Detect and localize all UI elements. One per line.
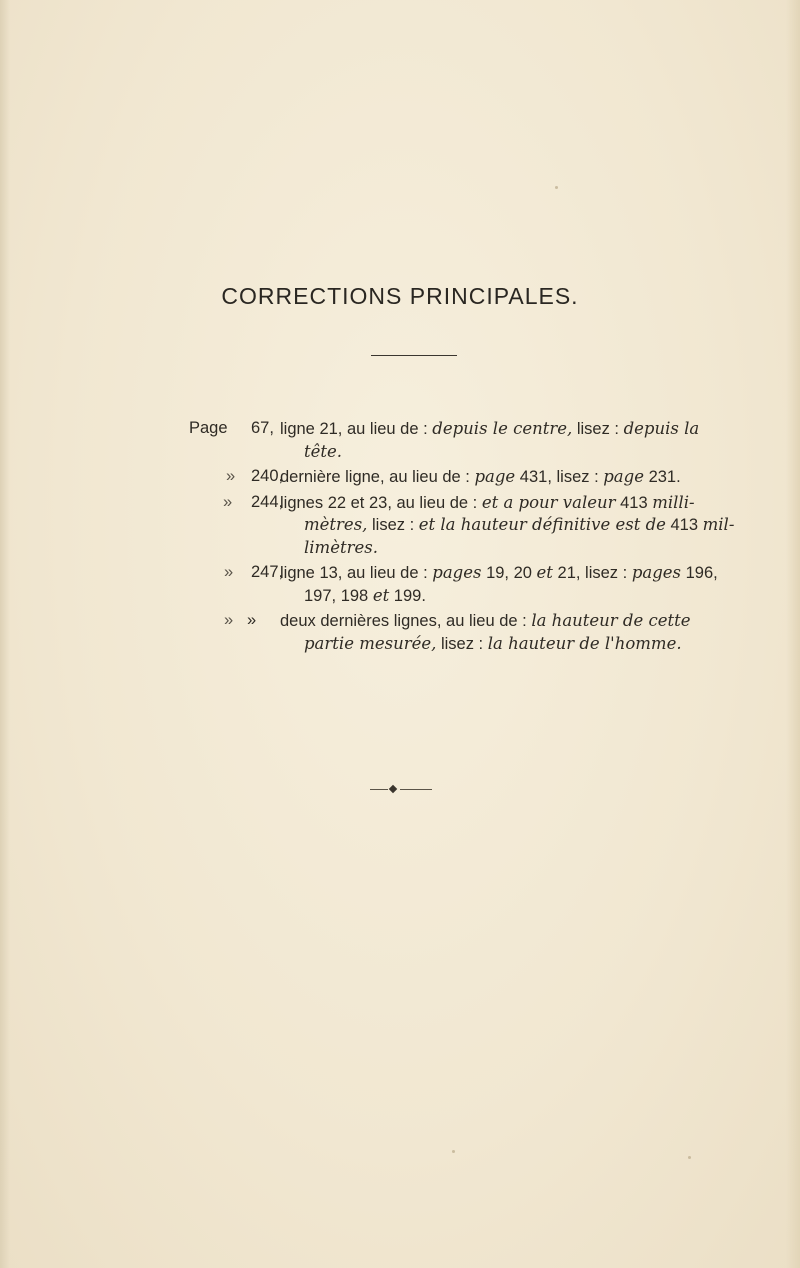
correction-text bbox=[280, 418, 800, 463]
italic-text: page bbox=[474, 467, 516, 486]
ditto-mark: » bbox=[224, 611, 234, 629]
italic-text: et bbox=[372, 585, 390, 605]
correction-line bbox=[280, 537, 800, 560]
italic-text: page bbox=[603, 467, 644, 486]
plain-text: 431, lisez : bbox=[515, 468, 604, 486]
plain-text: 413 bbox=[615, 493, 653, 512]
italic-text: limètres. bbox=[304, 537, 378, 557]
italic-text: la hauteur de cette bbox=[531, 611, 691, 630]
plain-text: dernière ligne, au lieu de : bbox=[280, 468, 475, 486]
plain-text: 196, bbox=[681, 564, 718, 582]
page-number: 240, bbox=[251, 467, 284, 485]
italic-text: pages bbox=[432, 563, 482, 582]
correction-line bbox=[280, 418, 800, 441]
italic-text: et la hauteur définitive est de bbox=[418, 515, 666, 534]
ditto-mark: » bbox=[224, 563, 234, 581]
correction-text bbox=[280, 562, 800, 607]
correction-entry bbox=[0, 492, 800, 560]
page-number: » bbox=[247, 611, 257, 629]
page-title: CORRECTIONS PRINCIPALES. bbox=[221, 283, 579, 309]
plain-text: lisez : bbox=[436, 634, 488, 653]
correction-line bbox=[280, 633, 800, 656]
paper-speck bbox=[688, 1156, 691, 1159]
title-rule bbox=[371, 355, 457, 356]
correction-text bbox=[280, 492, 800, 560]
correction-line bbox=[280, 466, 800, 489]
plain-text: 413 bbox=[665, 516, 703, 534]
italic-text: tête. bbox=[304, 441, 343, 461]
plain-text: 19, 20 bbox=[481, 564, 537, 582]
italic-text: milli- bbox=[652, 492, 695, 512]
correction-text bbox=[280, 610, 800, 655]
paper-speck bbox=[555, 186, 558, 189]
italic-text: et a pour valeur bbox=[481, 492, 616, 512]
page-label: Page bbox=[189, 419, 228, 437]
italic-text: mètres, bbox=[304, 515, 368, 534]
end-ornament bbox=[370, 785, 432, 795]
plain-text: lisez : bbox=[367, 516, 419, 534]
ditto-mark: » bbox=[226, 467, 236, 485]
ditto-mark: » bbox=[223, 492, 233, 511]
correction-line bbox=[280, 441, 800, 464]
italic-text: la hauteur de l'homme. bbox=[487, 633, 682, 653]
correction-entry bbox=[0, 562, 800, 607]
page-number: 67, bbox=[251, 419, 274, 437]
plain-text: lisez : bbox=[572, 420, 624, 438]
italic-text: depuis le centre, bbox=[432, 419, 573, 438]
plain-text: 231. bbox=[643, 468, 681, 486]
plain-text: lignes 22 et 23, au lieu de : bbox=[280, 493, 482, 512]
corrections-list bbox=[0, 418, 800, 658]
correction-entry bbox=[0, 610, 800, 655]
plain-text: deux dernières lignes, au lieu de : bbox=[280, 612, 532, 630]
correction-line bbox=[280, 492, 800, 515]
correction-entry bbox=[0, 418, 800, 463]
italic-text: pages bbox=[631, 563, 682, 582]
correction-line bbox=[280, 585, 800, 608]
plain-text: 199. bbox=[389, 586, 426, 605]
page-number: 244, bbox=[251, 492, 284, 511]
plain-text: 21, lisez : bbox=[552, 564, 632, 582]
page-number: 247, bbox=[251, 563, 284, 581]
italic-text: depuis la bbox=[623, 419, 700, 438]
paper-speck bbox=[452, 1150, 455, 1153]
correction-line bbox=[280, 610, 800, 633]
correction-line bbox=[280, 562, 800, 585]
plain-text: ligne 13, au lieu de : bbox=[280, 564, 433, 582]
italic-text: mil- bbox=[702, 515, 735, 534]
correction-text bbox=[280, 466, 800, 489]
italic-text: partie mesurée, bbox=[304, 633, 437, 653]
correction-entry bbox=[0, 466, 800, 489]
italic-text: et bbox=[536, 563, 553, 582]
plain-text: 197, 198 bbox=[304, 586, 373, 605]
plain-text: ligne 21, au lieu de : bbox=[280, 420, 433, 438]
correction-line bbox=[280, 514, 800, 537]
